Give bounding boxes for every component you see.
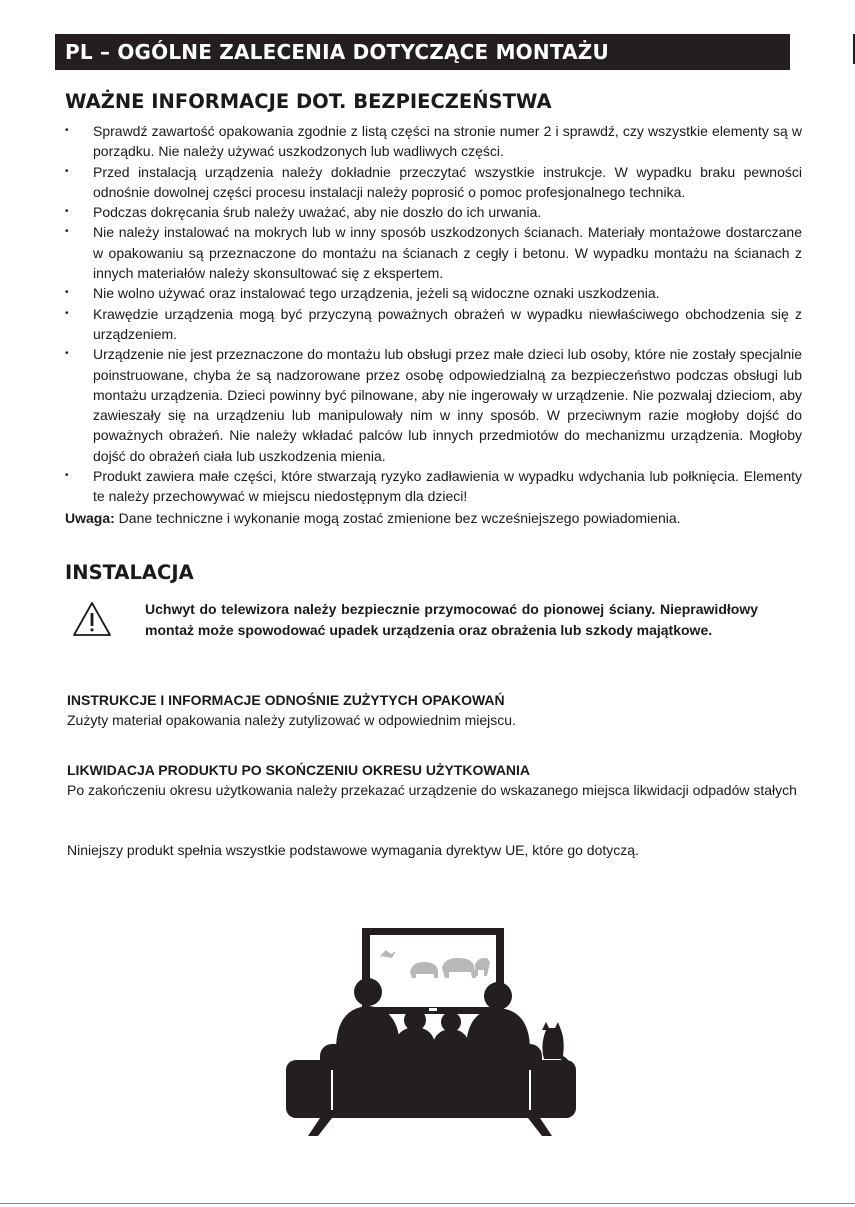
list-item: • Przed instalacją urządzenia należy dokładnie przeczytać wszystkie instrukcje. W wypadku braku pewności odnośnie dowolnej części procesu instalacji należy poprosić o pomoc profesjonalnego technika. (65, 162, 802, 203)
warning-triangle-icon (72, 601, 112, 637)
list-item: • Produkt zawiera małe części, które stwarzają ryzyko zadławienia w wypadku wdychania lub połknięcia. Elementy te należy przechowywać w miejscu niedostępnym dla dzieci! (65, 466, 802, 507)
note (65, 508, 805, 528)
list-item: • Urządzenie nie jest przeznaczone do montażu lub obsługi przez małe dzieci lub osoby, które nie zostały specjalnie poinstruowane, chyba że są nadzorowane przez osobę odpowiedzialną za bezpieczeństwo podczas obsługi lub montażu urządzenia. Dzieci powinny być pilnowane, aby nie ingerowały w urządzenie. Nie pozwalaj dzieciom, aby zawieszały się na urządzeniu lub manipulowały nim w inny sposób. W przeciwnym razie mogłoby dojść do poważnych obrażeń. Nie należy wkładać palców lub innych przedmiotów do mechanizmu urządzenia. Mogłoby dojść do obrażeń ciała lub uszkodzenia mienia. (65, 344, 802, 466)
list-item: • Nie wolno używać oraz instalować tego urządzenia, jeżeli są widoczne oznaki uszkodzenia. (65, 283, 802, 303)
list-item: • Podczas dokręcania śrub należy uważać, aby nie doszło do ich urwania. (65, 202, 802, 222)
packaging-text: Zużyty materiał opakowania należy zutylizować w odpowiednim miejscu. (67, 712, 516, 728)
footer-divider (0, 1203, 855, 1204)
packaging-title: INSTRUKCJE I INFORMACJE ODNOŚNIE ZUŻYTYCH OPAKOWAŃ (67, 692, 505, 708)
list-item: • Sprawdź zawartość opakowania zgodnie z listą części na stronie numer 2 i sprawdź, czy wszystkie elementy są w porządku. Nie należy używać uszkodzonych lub wadliwych części. (65, 121, 802, 162)
packaging-section (67, 690, 807, 730)
note-text: Dane techniczne i wykonanie mogą zostać zmienione bez wcześniejszego powiadomienia. (114, 510, 681, 526)
compliance-text: Niniejszy produkt spełnia wszystkie podstawowe wymagania dyrektyw UE, które go dotyczą. (67, 842, 639, 858)
family-watching-tv-illustration (270, 920, 590, 1140)
list-item: • Krawędzie urządzenia mogą być przyczyną poważnych obrażeń w wypadku niewłaściwego obchodzenia się z urządzeniem. (65, 304, 802, 345)
note-label: Uwaga: (65, 510, 115, 526)
disposal-text: Po zakończeniu okresu użytkowania należy przekazać urządzenie do wskazanego miejsca likwidacji odpadów stałych (67, 782, 797, 798)
page-header: PL – OGÓLNE ZALECENIA DOTYCZĄCE MONTAŻU (55, 34, 790, 70)
list-item: • Nie należy instalować na mokrych lub w inny sposób uszkodzonych ścianach. Materiały montażowe dostarczane w opakowaniu są przeznaczone do montażu na ścianach z cegły i betonu. W wypadku montażu na ścianach z innych materiałów należy skonsultować się z ekspertem. (65, 222, 802, 283)
disposal-title: LIKWIDACJA PRODUKTU PO SKOŃCZENIU OKRESU UŻYTKOWANIA (67, 762, 531, 778)
installation-heading: INSTALACJA (65, 561, 194, 584)
safety-list (65, 121, 802, 507)
installation-warning: Uchwyt do telewizora należy bezpiecznie przymocować do pionowej ściany. Nieprawidłowy montaż może spowodować upadek urządzenia oraz obrażenia lub szkody majątkowe. (145, 601, 758, 638)
safety-heading: WAŻNE INFORMACJE DOT. BEZPIECZEŃSTWA (65, 90, 552, 113)
disposal-section (67, 760, 807, 800)
